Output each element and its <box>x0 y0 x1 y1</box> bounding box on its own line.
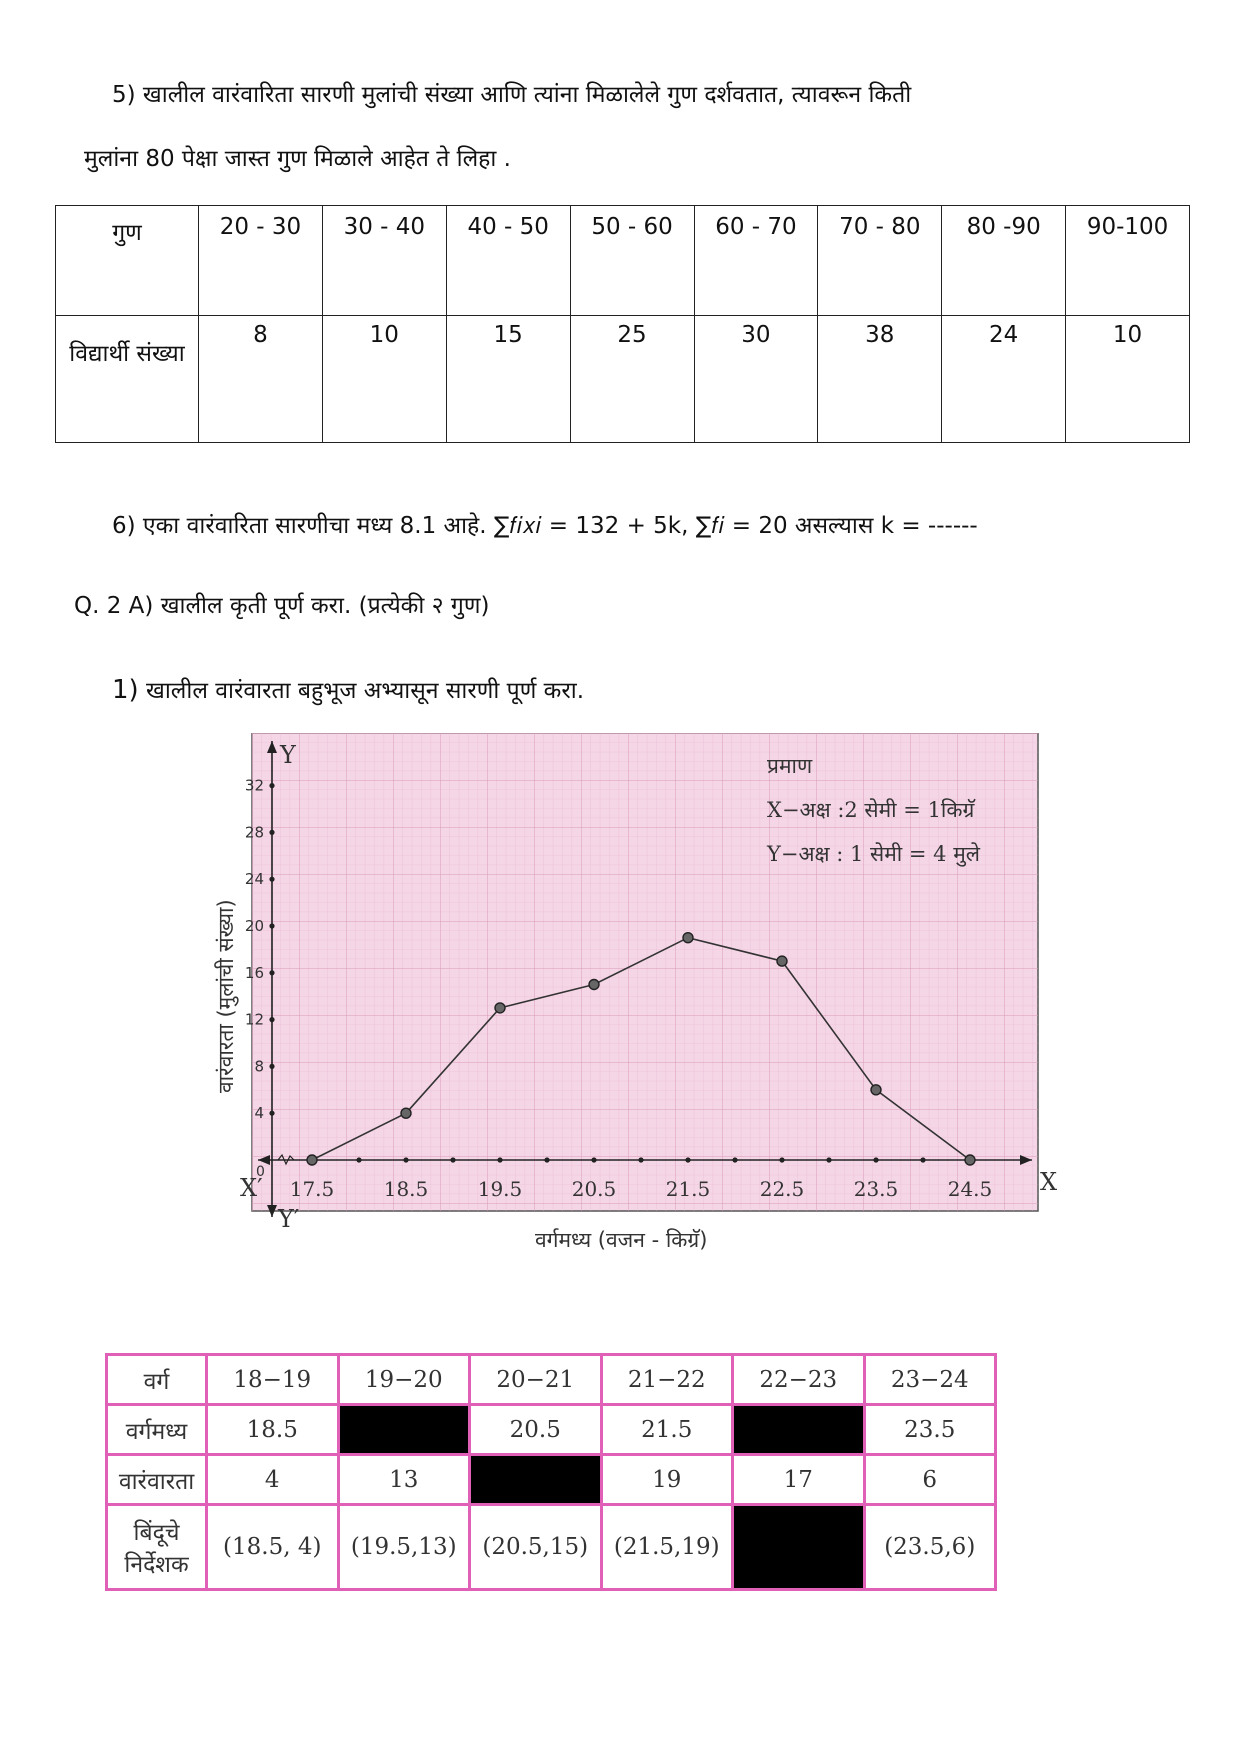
coord-label-line-2: निर्देशक <box>124 1552 189 1578</box>
redacted-freq-cell <box>470 1455 602 1505</box>
y-tick-dot <box>269 1064 274 1069</box>
range-cell: 20 - 30 <box>199 206 323 316</box>
item-number: 1) <box>112 675 139 705</box>
y-tick-label: 4 <box>254 1104 264 1123</box>
y-tick-dot <box>269 1017 274 1022</box>
question-5-line-2: मुलांना 80 पेक्षा जास्त गुण मिळाले आहेत ते लिहा . <box>84 146 511 172</box>
coord-cell: (23.5,6) <box>864 1505 996 1590</box>
question-2a-1 <box>112 675 584 706</box>
y-tick-label: 16 <box>244 963 264 982</box>
x-axis-neg-letter: X′ <box>240 1174 263 1202</box>
data-point <box>307 1155 317 1165</box>
y-tick-dot <box>269 1111 274 1116</box>
students-header-cell: विद्यार्थी संख्या <box>56 316 199 443</box>
range-cell: 30 - 40 <box>322 206 446 316</box>
x-axis-dot <box>685 1157 690 1162</box>
range-cell: 50 - 60 <box>570 206 694 316</box>
x-axis-dot <box>403 1157 408 1162</box>
data-point <box>683 933 693 943</box>
student-count-cell: 15 <box>446 316 570 443</box>
marks-frequency-table <box>55 205 1190 443</box>
table-row <box>107 1355 996 1405</box>
class-cell: 22−23 <box>733 1355 865 1405</box>
data-point <box>871 1085 881 1095</box>
item-text: खालील वारंवारता बहुभूज अभ्यासून सारणी पूर्ण करा. <box>146 678 585 704</box>
x-axis-title: वर्गमध्य (वजन - किग्रॅ) <box>535 1228 708 1252</box>
coord-cell: (21.5,19) <box>601 1505 733 1590</box>
redacted-mid-cell <box>733 1405 865 1455</box>
redacted-coord-cell <box>733 1505 865 1590</box>
x-axis-dot <box>356 1157 361 1162</box>
x-tick-label: 17.5 <box>289 1177 335 1201</box>
mid-cell: 18.5 <box>207 1405 339 1455</box>
scale-x-axis: X−अक्ष :2 सेमी = 1किग्रॅ <box>767 798 975 822</box>
freq-cell: 13 <box>338 1455 470 1505</box>
freq-cell: 6 <box>864 1455 996 1505</box>
x-tick-label: 19.5 <box>477 1177 523 1201</box>
range-cell: 90-100 <box>1066 206 1190 316</box>
y-tick-label: 12 <box>244 1010 264 1029</box>
x-axis-dot <box>873 1157 878 1162</box>
class-cell: 20−21 <box>470 1355 602 1405</box>
scale-y-axis: Y−अक्ष : 1 सेमी = 4 मुले <box>767 842 980 866</box>
table-row <box>107 1505 996 1590</box>
x-axis-letter: X <box>1040 1168 1058 1196</box>
range-cell: 40 - 50 <box>446 206 570 316</box>
data-point <box>589 980 599 990</box>
freq-cell: 4 <box>207 1455 339 1505</box>
x-tick-label: 24.5 <box>947 1177 993 1201</box>
y-tick-label: 24 <box>244 870 264 889</box>
class-cell: 23−24 <box>864 1355 996 1405</box>
x-tick-label: 20.5 <box>571 1177 617 1201</box>
table-row <box>107 1455 996 1505</box>
student-count-cell: 38 <box>818 316 942 443</box>
student-count-cell: 24 <box>942 316 1066 443</box>
freq-cell: 17 <box>733 1455 865 1505</box>
x-axis-dot <box>544 1157 549 1162</box>
x-tick-label: 18.5 <box>383 1177 429 1201</box>
data-point <box>777 956 787 966</box>
class-cell: 18−19 <box>207 1355 339 1405</box>
x-axis-dot <box>638 1157 643 1162</box>
x-axis-dot <box>591 1157 596 1162</box>
y-tick-dot <box>269 830 274 835</box>
x-axis-dot <box>732 1157 737 1162</box>
y-tick-dot <box>269 877 274 882</box>
coord-cell: (18.5, 4) <box>207 1505 339 1590</box>
range-cell: 80 -90 <box>942 206 1066 316</box>
x-tick-label: 21.5 <box>665 1177 711 1201</box>
mid-cell: 23.5 <box>864 1405 996 1455</box>
class-label: वर्ग <box>107 1355 207 1405</box>
x-axis-dot <box>779 1157 784 1162</box>
x-axis-dot <box>450 1157 455 1162</box>
mid-cell: 21.5 <box>601 1405 733 1455</box>
coord-label-line-1: बिंदूचे <box>133 1520 180 1546</box>
origin-label: 0 <box>256 1164 265 1180</box>
mid-label: वर्गमध्य <box>107 1405 207 1455</box>
table-row <box>107 1405 996 1455</box>
redacted-mid-cell <box>338 1405 470 1455</box>
student-count-cell: 25 <box>570 316 694 443</box>
y-tick-dot <box>269 783 274 788</box>
table-row <box>56 316 1190 443</box>
y-tick-label: 8 <box>254 1057 264 1076</box>
polygon-data-table <box>105 1353 997 1591</box>
y-tick-dot <box>269 970 274 975</box>
section-q2-heading: Q. 2 A) खालील कृती पूर्ण करा. (प्रत्येकी २ गुण) <box>74 593 490 619</box>
class-cell: 19−20 <box>338 1355 470 1405</box>
coord-cell: (20.5,15) <box>470 1505 602 1590</box>
x-axis-dot <box>920 1157 925 1162</box>
y-axis-letter: Y <box>280 741 296 769</box>
y-tick-dot <box>269 923 274 928</box>
range-cell: 60 - 70 <box>694 206 818 316</box>
freq-label: वारंवारता <box>107 1455 207 1505</box>
x-axis-dot <box>497 1157 502 1162</box>
data-point <box>495 1003 505 1013</box>
data-point <box>965 1155 975 1165</box>
data-point <box>401 1108 411 1118</box>
x-tick-label: 22.5 <box>759 1177 805 1201</box>
student-count-cell: 10 <box>1066 316 1190 443</box>
y-axis-title: वारंवारता (मुलांची संख्या) <box>214 899 238 1093</box>
y-tick-label: 32 <box>244 776 264 795</box>
x-tick-label: 23.5 <box>853 1177 899 1201</box>
marks-header-cell: गुण <box>56 206 199 316</box>
x-axis-dot <box>826 1157 831 1162</box>
mid-cell: 20.5 <box>470 1405 602 1455</box>
coord-cell: (19.5,13) <box>338 1505 470 1590</box>
scale-title: प्रमाण <box>767 754 813 778</box>
y-tick-label: 20 <box>244 917 264 935</box>
question-6: 6) एका वारंवारिता सारणीचा मध्य 8.1 आहे. ∑𝑓𝑖𝑥𝑖 = 132 + 5k, ∑𝑓𝑖 = 20 असल्यास k = ------ <box>112 513 978 539</box>
frequency-polygon-chart <box>200 733 1060 1258</box>
range-cell: 70 - 80 <box>818 206 942 316</box>
y-tick-label: 28 <box>244 823 264 842</box>
question-5-line-1: 5) खालील वारंवारिता सारणी मुलांची संख्या आणि त्यांना मिळालेले गुण दर्शवतात, त्यावरून किती <box>112 82 912 108</box>
freq-cell: 19 <box>601 1455 733 1505</box>
coord-label <box>107 1505 207 1590</box>
student-count-cell: 10 <box>322 316 446 443</box>
student-count-cell: 8 <box>199 316 323 443</box>
student-count-cell: 30 <box>694 316 818 443</box>
table-row <box>56 206 1190 316</box>
y-axis-neg-letter: Y′ <box>278 1205 300 1233</box>
class-cell: 21−22 <box>601 1355 733 1405</box>
